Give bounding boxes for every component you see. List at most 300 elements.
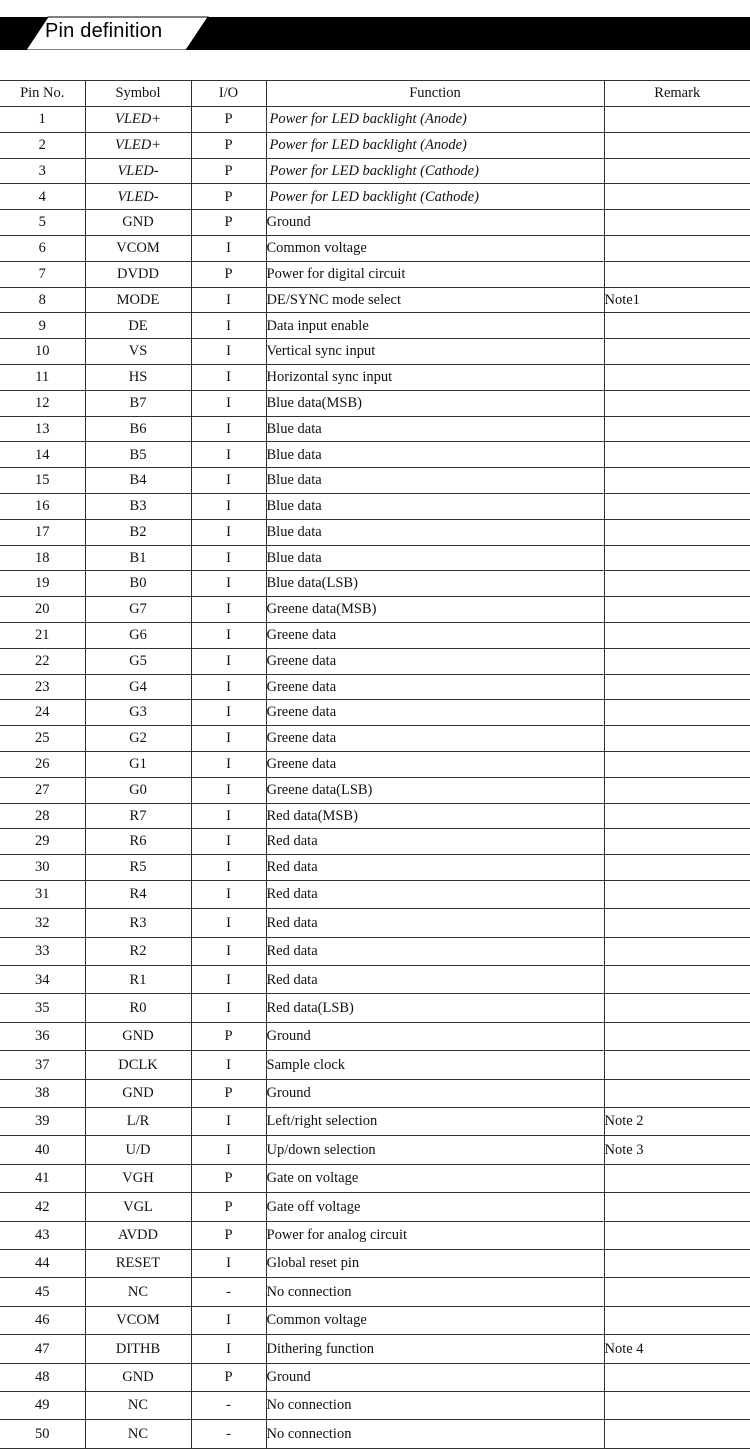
- pin-cell: 3: [0, 158, 85, 184]
- symbol-cell: RESET: [85, 1249, 191, 1277]
- io-cell: I: [191, 855, 266, 881]
- io-cell: I: [191, 442, 266, 468]
- table-row: [0, 468, 750, 494]
- function-cell: Power for LED backlight (Anode): [266, 107, 604, 133]
- pin-cell: 21: [0, 622, 85, 648]
- table-row: [0, 571, 750, 597]
- table-row: [0, 416, 750, 442]
- remark-cell: [604, 1051, 750, 1079]
- remark-cell: Note1: [604, 287, 750, 313]
- remark-cell: [604, 313, 750, 339]
- function-cell: Ground: [266, 1363, 604, 1391]
- remark-cell: [604, 442, 750, 468]
- table-row: [0, 1278, 750, 1306]
- function-cell: Red data: [266, 937, 604, 965]
- remark-cell: Note 4: [604, 1335, 750, 1363]
- symbol-cell: B3: [85, 493, 191, 519]
- remark-cell: [604, 674, 750, 700]
- remark-cell: [604, 519, 750, 545]
- column-header-remark: Remark: [604, 81, 750, 107]
- table-row: [0, 493, 750, 519]
- function-cell: Greene data: [266, 622, 604, 648]
- remark-cell: [604, 132, 750, 158]
- function-cell: Power for LED backlight (Anode): [266, 132, 604, 158]
- remark-cell: [604, 622, 750, 648]
- pin-cell: 16: [0, 493, 85, 519]
- symbol-cell: VLED+: [85, 107, 191, 133]
- remark-cell: [604, 571, 750, 597]
- remark-cell: [604, 648, 750, 674]
- function-cell: Ground: [266, 1022, 604, 1050]
- table-row: [0, 751, 750, 777]
- section-title-tab: [26, 15, 210, 50]
- io-cell: I: [191, 235, 266, 261]
- pin-cell: 11: [0, 364, 85, 390]
- remark-cell: [604, 1164, 750, 1192]
- function-cell: Global reset pin: [266, 1249, 604, 1277]
- io-cell: -: [191, 1420, 266, 1448]
- remark-cell: [604, 1221, 750, 1249]
- function-cell: Red data: [266, 966, 604, 994]
- function-cell: Red data(LSB): [266, 994, 604, 1022]
- table-row: [0, 1221, 750, 1249]
- remark-cell: [604, 235, 750, 261]
- symbol-cell: NC: [85, 1278, 191, 1306]
- function-cell: Ground: [266, 210, 604, 236]
- remark-cell: [604, 184, 750, 210]
- symbol-cell: VLED-: [85, 184, 191, 210]
- function-cell: Blue data: [266, 493, 604, 519]
- io-cell: I: [191, 803, 266, 829]
- io-cell: I: [191, 909, 266, 937]
- pin-cell: 19: [0, 571, 85, 597]
- function-cell: Greene data(MSB): [266, 597, 604, 623]
- symbol-cell: G0: [85, 777, 191, 803]
- io-cell: I: [191, 1306, 266, 1334]
- function-cell: Blue data: [266, 468, 604, 494]
- io-cell: I: [191, 493, 266, 519]
- column-header-function: Function: [266, 81, 604, 107]
- function-cell: Power for LED backlight (Cathode): [266, 184, 604, 210]
- function-cell: Left/right selection: [266, 1108, 604, 1136]
- symbol-cell: NC: [85, 1420, 191, 1448]
- table-row: [0, 622, 750, 648]
- function-cell: Common voltage: [266, 1306, 604, 1334]
- io-cell: I: [191, 700, 266, 726]
- function-cell: Ground: [266, 1079, 604, 1107]
- io-cell: P: [191, 210, 266, 236]
- symbol-cell: MODE: [85, 287, 191, 313]
- symbol-cell: AVDD: [85, 1221, 191, 1249]
- function-cell: Power for analog circuit: [266, 1221, 604, 1249]
- pin-cell: 47: [0, 1335, 85, 1363]
- symbol-cell: G3: [85, 700, 191, 726]
- remark-cell: [604, 803, 750, 829]
- symbol-cell: DVDD: [85, 261, 191, 287]
- io-cell: I: [191, 777, 266, 803]
- remark-cell: [604, 880, 750, 908]
- remark-cell: [604, 937, 750, 965]
- io-cell: P: [191, 1022, 266, 1050]
- pin-cell: 12: [0, 390, 85, 416]
- remark-cell: [604, 364, 750, 390]
- symbol-cell: DE: [85, 313, 191, 339]
- function-cell: No connection: [266, 1278, 604, 1306]
- table-row: [0, 235, 750, 261]
- function-cell: Red data: [266, 909, 604, 937]
- pin-cell: 31: [0, 880, 85, 908]
- table-header-row: [0, 81, 750, 107]
- io-cell: P: [191, 261, 266, 287]
- pin-cell: 34: [0, 966, 85, 994]
- pin-cell: 20: [0, 597, 85, 623]
- pin-cell: 35: [0, 994, 85, 1022]
- io-cell: I: [191, 1249, 266, 1277]
- pin-cell: 9: [0, 313, 85, 339]
- remark-cell: [604, 751, 750, 777]
- table-row: [0, 966, 750, 994]
- io-cell: I: [191, 364, 266, 390]
- io-cell: -: [191, 1278, 266, 1306]
- table-row: [0, 597, 750, 623]
- pin-cell: 4: [0, 184, 85, 210]
- symbol-cell: B5: [85, 442, 191, 468]
- table-row: [0, 519, 750, 545]
- function-cell: Gate off voltage: [266, 1193, 604, 1221]
- symbol-cell: R7: [85, 803, 191, 829]
- io-cell: P: [191, 1193, 266, 1221]
- symbol-cell: G1: [85, 751, 191, 777]
- io-cell: I: [191, 937, 266, 965]
- table-row: [0, 1051, 750, 1079]
- remark-cell: [604, 1278, 750, 1306]
- symbol-cell: B0: [85, 571, 191, 597]
- pin-cell: 1: [0, 107, 85, 133]
- remark-cell: [604, 829, 750, 855]
- pin-cell: 22: [0, 648, 85, 674]
- pin-cell: 37: [0, 1051, 85, 1079]
- function-cell: Up/down selection: [266, 1136, 604, 1164]
- function-cell: Gate on voltage: [266, 1164, 604, 1192]
- remark-cell: [604, 726, 750, 752]
- function-cell: No connection: [266, 1420, 604, 1448]
- table-row: [0, 261, 750, 287]
- table-row: [0, 1335, 750, 1363]
- table-row: [0, 1108, 750, 1136]
- function-cell: Common voltage: [266, 235, 604, 261]
- io-cell: I: [191, 571, 266, 597]
- pin-cell: 23: [0, 674, 85, 700]
- function-cell: Greene data: [266, 674, 604, 700]
- table-row: [0, 107, 750, 133]
- table-row: [0, 545, 750, 571]
- function-cell: Power for digital circuit: [266, 261, 604, 287]
- function-cell: Data input enable: [266, 313, 604, 339]
- io-cell: I: [191, 1136, 266, 1164]
- io-cell: -: [191, 1391, 266, 1419]
- table-row: [0, 210, 750, 236]
- symbol-cell: B2: [85, 519, 191, 545]
- table-row: [0, 674, 750, 700]
- pin-cell: 18: [0, 545, 85, 571]
- table-row: [0, 829, 750, 855]
- table-row: [0, 1249, 750, 1277]
- function-cell: Red data: [266, 829, 604, 855]
- pin-cell: 38: [0, 1079, 85, 1107]
- remark-cell: Note 2: [604, 1108, 750, 1136]
- symbol-cell: B7: [85, 390, 191, 416]
- column-header-symbol: Symbol: [85, 81, 191, 107]
- pin-cell: 32: [0, 909, 85, 937]
- pin-cell: 50: [0, 1420, 85, 1448]
- io-cell: I: [191, 545, 266, 571]
- remark-cell: [604, 416, 750, 442]
- pin-cell: 7: [0, 261, 85, 287]
- io-cell: P: [191, 158, 266, 184]
- remark-cell: [604, 493, 750, 519]
- pin-cell: 42: [0, 1193, 85, 1221]
- pin-definition-table: [0, 80, 750, 1449]
- symbol-cell: VLED+: [85, 132, 191, 158]
- io-cell: I: [191, 648, 266, 674]
- pin-cell: 29: [0, 829, 85, 855]
- remark-cell: [604, 210, 750, 236]
- function-cell: Power for LED backlight (Cathode): [266, 158, 604, 184]
- symbol-cell: R4: [85, 880, 191, 908]
- remark-cell: [604, 1363, 750, 1391]
- symbol-cell: G6: [85, 622, 191, 648]
- remark-cell: [604, 966, 750, 994]
- io-cell: I: [191, 674, 266, 700]
- function-cell: Vertical sync input: [266, 339, 604, 365]
- remark-cell: [604, 855, 750, 881]
- symbol-cell: L/R: [85, 1108, 191, 1136]
- symbol-cell: GND: [85, 1079, 191, 1107]
- table-row: [0, 442, 750, 468]
- function-cell: Blue data(LSB): [266, 571, 604, 597]
- table-row: [0, 909, 750, 937]
- remark-cell: [604, 777, 750, 803]
- pin-cell: 49: [0, 1391, 85, 1419]
- pin-cell: 17: [0, 519, 85, 545]
- io-cell: I: [191, 416, 266, 442]
- table-row: [0, 648, 750, 674]
- remark-cell: [604, 1306, 750, 1334]
- pin-cell: 27: [0, 777, 85, 803]
- remark-cell: [604, 1193, 750, 1221]
- table-row: [0, 132, 750, 158]
- table-row: [0, 364, 750, 390]
- symbol-cell: VGL: [85, 1193, 191, 1221]
- function-cell: Blue data: [266, 519, 604, 545]
- function-cell: Sample clock: [266, 1051, 604, 1079]
- remark-cell: [604, 545, 750, 571]
- symbol-cell: VLED-: [85, 158, 191, 184]
- function-cell: No connection: [266, 1391, 604, 1419]
- table-row: [0, 1022, 750, 1050]
- page-title: Pin definition: [45, 20, 163, 42]
- pin-cell: 26: [0, 751, 85, 777]
- pin-cell: 30: [0, 855, 85, 881]
- io-cell: P: [191, 1079, 266, 1107]
- pin-cell: 46: [0, 1306, 85, 1334]
- table-row: [0, 855, 750, 881]
- pin-cell: 39: [0, 1108, 85, 1136]
- table-row: [0, 339, 750, 365]
- remark-cell: [604, 339, 750, 365]
- table-row: [0, 880, 750, 908]
- pin-cell: 15: [0, 468, 85, 494]
- pin-cell: 10: [0, 339, 85, 365]
- pin-cell: 6: [0, 235, 85, 261]
- function-cell: Dithering function: [266, 1335, 604, 1363]
- remark-cell: [604, 700, 750, 726]
- symbol-cell: G4: [85, 674, 191, 700]
- io-cell: P: [191, 1164, 266, 1192]
- pin-cell: 25: [0, 726, 85, 752]
- function-cell: Greene data: [266, 648, 604, 674]
- symbol-cell: DITHB: [85, 1335, 191, 1363]
- symbol-cell: DCLK: [85, 1051, 191, 1079]
- io-cell: I: [191, 1108, 266, 1136]
- symbol-cell: R1: [85, 966, 191, 994]
- io-cell: I: [191, 1051, 266, 1079]
- table-row: [0, 1420, 750, 1448]
- symbol-cell: G2: [85, 726, 191, 752]
- symbol-cell: G5: [85, 648, 191, 674]
- table-row: [0, 184, 750, 210]
- table-row: [0, 1136, 750, 1164]
- pin-cell: 44: [0, 1249, 85, 1277]
- pin-cell: 13: [0, 416, 85, 442]
- function-cell: Horizontal sync input: [266, 364, 604, 390]
- symbol-cell: VS: [85, 339, 191, 365]
- function-cell: Red data: [266, 880, 604, 908]
- symbol-cell: VCOM: [85, 235, 191, 261]
- symbol-cell: GND: [85, 1022, 191, 1050]
- table-row: [0, 803, 750, 829]
- io-cell: I: [191, 390, 266, 416]
- table-row: [0, 287, 750, 313]
- table-row: [0, 994, 750, 1022]
- symbol-cell: NC: [85, 1391, 191, 1419]
- remark-cell: [604, 1079, 750, 1107]
- io-cell: I: [191, 880, 266, 908]
- io-cell: I: [191, 994, 266, 1022]
- io-cell: I: [191, 313, 266, 339]
- io-cell: I: [191, 287, 266, 313]
- function-cell: Blue data(MSB): [266, 390, 604, 416]
- pin-cell: 5: [0, 210, 85, 236]
- symbol-cell: R0: [85, 994, 191, 1022]
- function-cell: Blue data: [266, 545, 604, 571]
- function-cell: Blue data: [266, 416, 604, 442]
- pin-cell: 24: [0, 700, 85, 726]
- remark-cell: [604, 468, 750, 494]
- io-cell: I: [191, 726, 266, 752]
- pin-cell: 43: [0, 1221, 85, 1249]
- remark-cell: Note 3: [604, 1136, 750, 1164]
- io-cell: I: [191, 829, 266, 855]
- remark-cell: [604, 1420, 750, 1448]
- table-row: [0, 937, 750, 965]
- symbol-cell: GND: [85, 1363, 191, 1391]
- io-cell: P: [191, 184, 266, 210]
- table-row: [0, 313, 750, 339]
- remark-cell: [604, 597, 750, 623]
- function-cell: Red data(MSB): [266, 803, 604, 829]
- pin-cell: 40: [0, 1136, 85, 1164]
- column-header-pin: Pin No.: [0, 81, 85, 107]
- io-cell: P: [191, 132, 266, 158]
- table-body: [0, 107, 750, 1449]
- pin-cell: 28: [0, 803, 85, 829]
- symbol-cell: VGH: [85, 1164, 191, 1192]
- table-row: [0, 726, 750, 752]
- symbol-cell: R2: [85, 937, 191, 965]
- pin-cell: 48: [0, 1363, 85, 1391]
- table-row: [0, 1164, 750, 1192]
- symbol-cell: B1: [85, 545, 191, 571]
- io-cell: I: [191, 751, 266, 777]
- remark-cell: [604, 390, 750, 416]
- function-cell: Greene data(LSB): [266, 777, 604, 803]
- symbol-cell: HS: [85, 364, 191, 390]
- pin-cell: 33: [0, 937, 85, 965]
- function-cell: Greene data: [266, 700, 604, 726]
- symbol-cell: B4: [85, 468, 191, 494]
- symbol-cell: U/D: [85, 1136, 191, 1164]
- io-cell: I: [191, 597, 266, 623]
- io-cell: P: [191, 1363, 266, 1391]
- function-cell: Greene data: [266, 751, 604, 777]
- table-row: [0, 1306, 750, 1334]
- symbol-cell: R3: [85, 909, 191, 937]
- io-cell: I: [191, 622, 266, 648]
- table-row: [0, 1079, 750, 1107]
- symbol-cell: R5: [85, 855, 191, 881]
- remark-cell: [604, 107, 750, 133]
- remark-cell: [604, 261, 750, 287]
- table-row: [0, 390, 750, 416]
- symbol-cell: R6: [85, 829, 191, 855]
- remark-cell: [604, 994, 750, 1022]
- table-row: [0, 700, 750, 726]
- symbol-cell: VCOM: [85, 1306, 191, 1334]
- pin-cell: 14: [0, 442, 85, 468]
- io-cell: I: [191, 339, 266, 365]
- remark-cell: [604, 1022, 750, 1050]
- function-cell: Blue data: [266, 442, 604, 468]
- table-row: [0, 1193, 750, 1221]
- io-cell: I: [191, 468, 266, 494]
- table-row: [0, 777, 750, 803]
- function-cell: DE/SYNC mode select: [266, 287, 604, 313]
- symbol-cell: GND: [85, 210, 191, 236]
- remark-cell: [604, 1249, 750, 1277]
- pin-cell: 2: [0, 132, 85, 158]
- pin-cell: 41: [0, 1164, 85, 1192]
- symbol-cell: B6: [85, 416, 191, 442]
- io-cell: I: [191, 1335, 266, 1363]
- column-header-io: I/O: [191, 81, 266, 107]
- io-cell: P: [191, 107, 266, 133]
- pin-cell: 36: [0, 1022, 85, 1050]
- table-row: [0, 1391, 750, 1419]
- remark-cell: [604, 158, 750, 184]
- remark-cell: [604, 1391, 750, 1419]
- pin-cell: 45: [0, 1278, 85, 1306]
